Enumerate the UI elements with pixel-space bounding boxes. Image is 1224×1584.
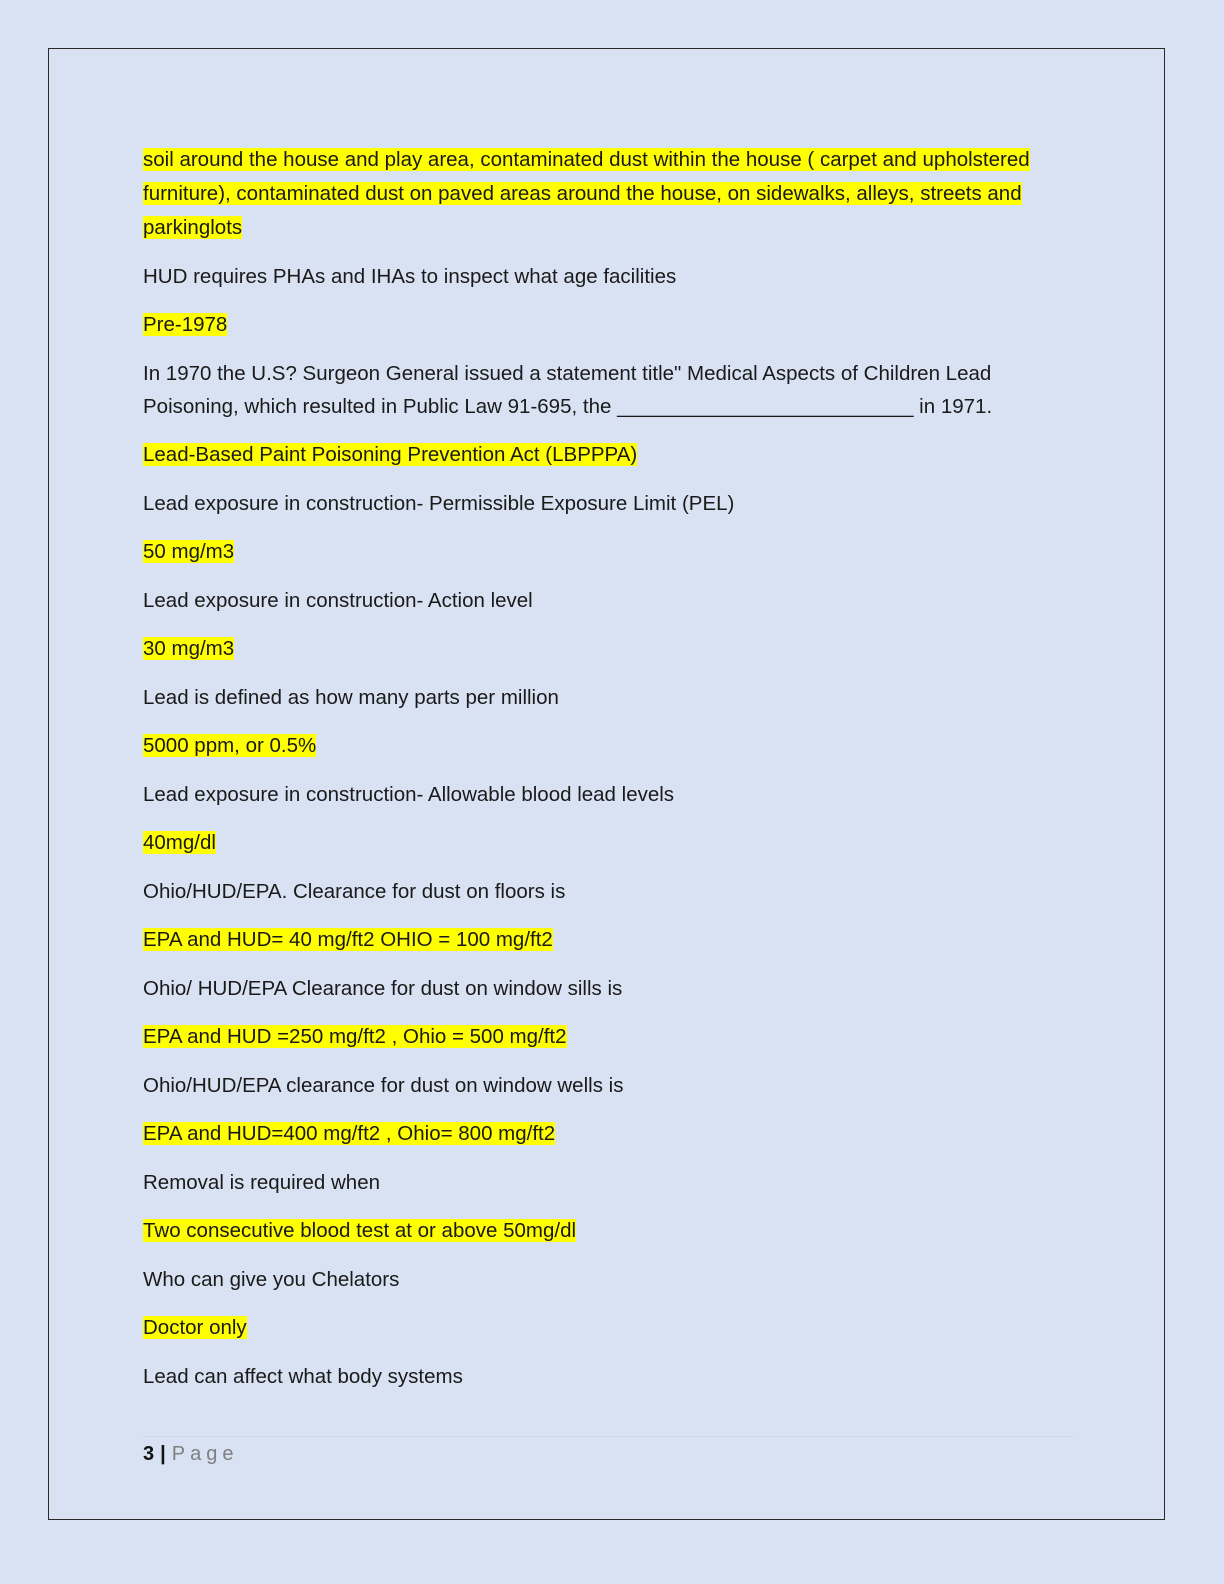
question-paragraph: HUD requires PHAs and IHAs to inspect what age facilities: [143, 265, 677, 288]
highlighted-text: Doctor only: [143, 1316, 247, 1339]
highlighted-text: EPA and HUD=400 mg/ft2 , Ohio= 800 mg/ft2: [143, 1122, 556, 1145]
answer-paragraph: [143, 143, 1043, 245]
highlighted-text: EPA and HUD= 40 mg/ft2 OHIO = 100 mg/ft2: [143, 928, 553, 951]
highlighted-text: 5000 ppm, or 0.5%: [143, 734, 317, 757]
question-paragraph: Removal is required when: [143, 1171, 381, 1194]
question-paragraph: Lead exposure in construction- Allowable blood lead levels: [143, 783, 675, 806]
question-paragraph: In 1970 the U.S? Surgeon General issued a statement title" Medical Aspects of Children Lead Poisoning, which resulted in Public Law 91-695, the __________________________ in 1971.: [143, 362, 993, 418]
answer-paragraph: [143, 1214, 1043, 1248]
answer-paragraph: [143, 308, 1043, 342]
question-paragraph: Who can give you Chelators: [143, 1268, 400, 1291]
page-number: 3: [143, 1443, 155, 1465]
answer-paragraph: [143, 438, 1043, 472]
highlighted-text: 50 mg/m3: [143, 540, 235, 563]
answer-paragraph: [143, 535, 1043, 569]
answer-paragraph: [143, 1020, 1043, 1054]
highlighted-text: Pre-1978: [143, 313, 228, 336]
answer-paragraph: [143, 729, 1043, 763]
answer-paragraph: [143, 632, 1043, 666]
answer-paragraph: [143, 1311, 1043, 1345]
question-paragraph: Lead exposure in construction- Action level: [143, 589, 533, 612]
question-paragraph: Lead can affect what body systems: [143, 1365, 463, 1388]
question-paragraph: Ohio/ HUD/EPA Clearance for dust on window sills is: [143, 977, 623, 1000]
footer-separator: |: [160, 1443, 166, 1465]
highlighted-text: 30 mg/m3: [143, 637, 235, 660]
highlighted-text: soil around the house and play area, contaminated dust within the house ( carpet and upholstered furniture), contaminated dust on paved areas around the house, on sidewalks, alleys, streets and parkinglots: [143, 148, 1030, 239]
highlighted-text: Two consecutive blood test at or above 50mg/dl: [143, 1219, 577, 1242]
highlighted-text: Lead-Based Paint Poisoning Prevention Act (LBPPPA): [143, 443, 638, 466]
question-paragraph: Ohio/HUD/EPA clearance for dust on window wells is: [143, 1074, 624, 1097]
question-paragraph: Lead exposure in construction- Permissible Exposure Limit (PEL): [143, 492, 735, 515]
highlighted-text: EPA and HUD =250 mg/ft2 , Ohio = 500 mg/ft2: [143, 1025, 567, 1048]
answer-paragraph: [143, 1117, 1043, 1151]
document-body: [143, 143, 1043, 1408]
footer-divider: [143, 1436, 1073, 1437]
page-label: Page: [171, 1443, 239, 1465]
question-paragraph: Ohio/HUD/EPA. Clearance for dust on floors is: [143, 880, 566, 903]
question-paragraph: Lead is defined as how many parts per million: [143, 686, 559, 709]
page-footer: [143, 1440, 238, 1468]
answer-paragraph: [143, 923, 1043, 957]
highlighted-text: 40mg/dl: [143, 831, 216, 854]
answer-paragraph: [143, 826, 1043, 860]
